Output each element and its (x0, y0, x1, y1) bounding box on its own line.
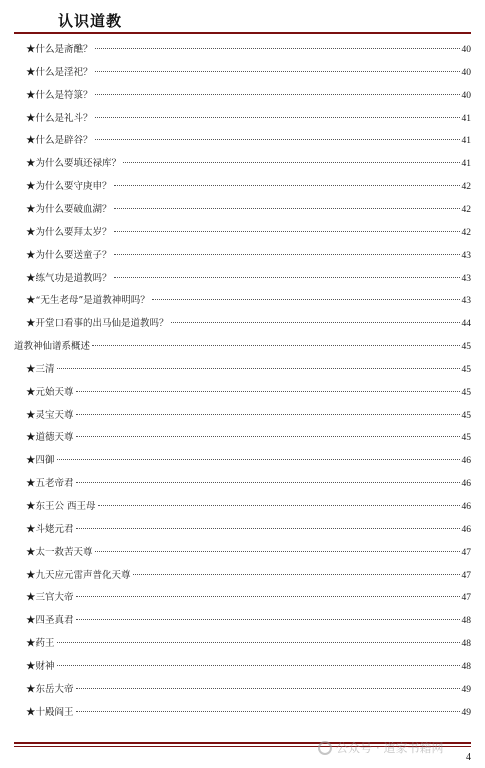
toc-entry-page: 42 (461, 227, 471, 238)
toc-dot-leader (95, 48, 460, 49)
toc-entry[interactable] (26, 408, 471, 424)
toc-dot-leader (57, 642, 460, 643)
toc-entry-label: ★道德天尊 (26, 432, 74, 444)
toc-entry-page: 43 (461, 296, 471, 307)
toc-entry-page: 47 (461, 547, 471, 558)
toc-entry-label: ★东岳大帝 (26, 683, 74, 695)
toc-entry-page: 45 (461, 387, 471, 398)
toc-entry-page: 49 (461, 684, 471, 695)
toc-dot-leader (76, 391, 460, 392)
toc-dot-leader (114, 254, 460, 255)
toc-entry-page: 40 (461, 45, 471, 55)
toc-entry-page: 47 (461, 570, 471, 581)
toc-dot-leader (76, 711, 460, 712)
toc-entry-page: 45 (461, 342, 471, 353)
toc-entry[interactable] (26, 65, 471, 81)
toc-entry-label: ★十殿阎王 (26, 706, 74, 718)
toc-entry-page: 48 (461, 639, 471, 650)
toc-entry-label: ★什么是淫祀？ (26, 66, 93, 78)
toc-entry[interactable] (26, 133, 471, 149)
toc-entry-page: 43 (461, 250, 471, 261)
toc-dot-leader (76, 528, 460, 529)
toc-entry[interactable] (26, 590, 471, 606)
wechat-icon (318, 741, 332, 755)
toc-entry[interactable] (26, 499, 471, 515)
toc-entry[interactable] (26, 636, 471, 652)
toc-entry-label: 道教神仙谱系概述 (14, 341, 91, 353)
toc-entry-label: ★什么是斋醮？ (26, 44, 93, 55)
toc-entry-label: ★三官大帝 (26, 592, 74, 604)
toc-entry-page: 45 (461, 433, 471, 444)
toc-entry-label: ★东王公 西王母 (26, 501, 96, 512)
toc-entry[interactable] (26, 613, 471, 629)
toc-dot-leader (76, 619, 460, 620)
toc-entry-label: ★元始天尊 (26, 386, 74, 398)
toc-dot-leader (114, 277, 460, 278)
page-number: 4 (466, 752, 471, 763)
toc-dot-leader (123, 162, 459, 163)
toc-entry-label: ★练气功是道教吗？ (26, 272, 112, 284)
header-rule (14, 32, 471, 34)
toc-entry-page: 40 (461, 90, 471, 101)
toc-entry-label: ★为什么要填还禄库？ (26, 158, 122, 170)
toc-entry[interactable] (26, 385, 471, 401)
toc-entry-label: ★什么是符箓？ (26, 89, 93, 101)
toc-entry-page: 44 (461, 319, 471, 330)
toc-entry-page: 41 (461, 136, 471, 147)
toc-entry[interactable] (26, 248, 471, 264)
toc-entry-page: 47 (461, 593, 471, 604)
toc-entry-page: 46 (461, 456, 471, 467)
toc-dot-leader (95, 94, 460, 95)
toc-entry[interactable] (26, 42, 471, 58)
toc-entry-label: ★开堂口看事的出马仙是道教吗？ (26, 318, 169, 330)
toc-entry-label: ★什么是礼斗？ (26, 112, 93, 124)
toc-entry[interactable] (26, 568, 471, 584)
toc-entry[interactable] (26, 362, 471, 378)
toc-entry[interactable] (26, 430, 471, 446)
toc-entry[interactable] (26, 271, 471, 287)
toc-dot-leader (95, 71, 460, 72)
toc-entry-label: ★药王 (26, 638, 55, 650)
toc-dot-leader (57, 665, 460, 666)
toc-dot-leader (152, 299, 460, 300)
toc-dot-leader (76, 596, 460, 597)
toc-entry-label: ★太一救苦天尊 (26, 546, 93, 558)
toc-entry-page: 42 (461, 204, 471, 215)
toc-entry-page: 46 (461, 479, 471, 490)
toc-entry-label: ★为什么要守庚申？ (26, 181, 112, 193)
toc-entry-label: ★为什么要破血湖？ (26, 203, 112, 215)
toc-entry[interactable] (26, 476, 471, 492)
toc-entry-page: 42 (461, 182, 471, 193)
toc-dot-leader (76, 688, 460, 689)
toc-entry-label: ★财神 (26, 660, 55, 672)
toc-entry-page: 46 (461, 502, 471, 512)
toc-entry-page: 41 (461, 159, 471, 170)
toc-dot-leader (95, 551, 460, 552)
toc-entry-label: ★灵宝天尊 (26, 409, 74, 421)
toc-dot-leader (76, 436, 460, 437)
toc-dot-leader (76, 414, 460, 415)
toc-entry-page: 49 (461, 707, 471, 718)
toc-entry-label: ★九天应元雷声普化天尊 (26, 569, 131, 581)
toc-entry-label: ★五老帝君 (26, 478, 74, 490)
toc-dot-leader (133, 574, 460, 575)
toc-entry-page: 48 (461, 616, 471, 627)
toc-entry[interactable] (26, 88, 471, 104)
toc-dot-leader (171, 322, 460, 323)
toc-entry-page: 40 (461, 67, 471, 78)
toc-entry[interactable] (26, 659, 471, 675)
toc-entry-label: ★三清 (26, 363, 55, 375)
watermark-text: 公众号 · 道家书籍网 (336, 741, 444, 755)
toc-dot-leader (95, 139, 460, 140)
toc-entry-label: ★“无生老母”是道教神明吗？ (26, 295, 150, 307)
toc-entry[interactable] (26, 682, 471, 698)
toc-entry[interactable] (26, 179, 471, 195)
toc-entry[interactable] (26, 225, 471, 241)
toc-entry-page: 48 (461, 661, 471, 672)
toc-entry-page: 45 (461, 410, 471, 421)
toc-entry[interactable] (26, 705, 471, 721)
toc-dot-leader (114, 231, 460, 232)
toc-entry-label: ★四御 (26, 455, 55, 467)
watermark (318, 739, 443, 756)
toc-dot-leader (95, 117, 460, 118)
toc-entry[interactable] (26, 453, 471, 469)
toc-dot-leader (76, 482, 460, 483)
page-header-title: 认识道教 (58, 12, 123, 30)
toc-entry[interactable] (26, 316, 471, 332)
toc-dot-leader (114, 185, 460, 186)
toc-dot-leader (92, 345, 459, 346)
toc-entry-page: 43 (461, 273, 471, 284)
toc-entry[interactable] (26, 156, 471, 172)
toc-entry-label: ★什么是辟谷？ (26, 135, 93, 147)
toc-entry-label: ★为什么要拜太岁？ (26, 226, 112, 238)
toc-entry[interactable] (14, 339, 471, 355)
toc-entry-page: 46 (461, 524, 471, 535)
toc-entry[interactable] (26, 522, 471, 538)
toc-entry-label: ★四圣真君 (26, 615, 74, 627)
toc-entry[interactable] (26, 202, 471, 218)
toc-entry-page: 41 (461, 113, 471, 124)
toc-dot-leader (98, 505, 460, 506)
toc-dot-leader (114, 208, 460, 209)
toc-entry-label: ★为什么要送童子？ (26, 249, 112, 261)
toc-entry[interactable] (26, 111, 471, 127)
toc-dot-leader (57, 368, 460, 369)
toc-entry[interactable] (26, 293, 471, 309)
toc-entry[interactable] (26, 545, 471, 561)
toc-dot-leader (57, 459, 460, 460)
toc-entry-page: 45 (461, 364, 471, 375)
toc-entry-label: ★斗姥元君 (26, 523, 74, 535)
